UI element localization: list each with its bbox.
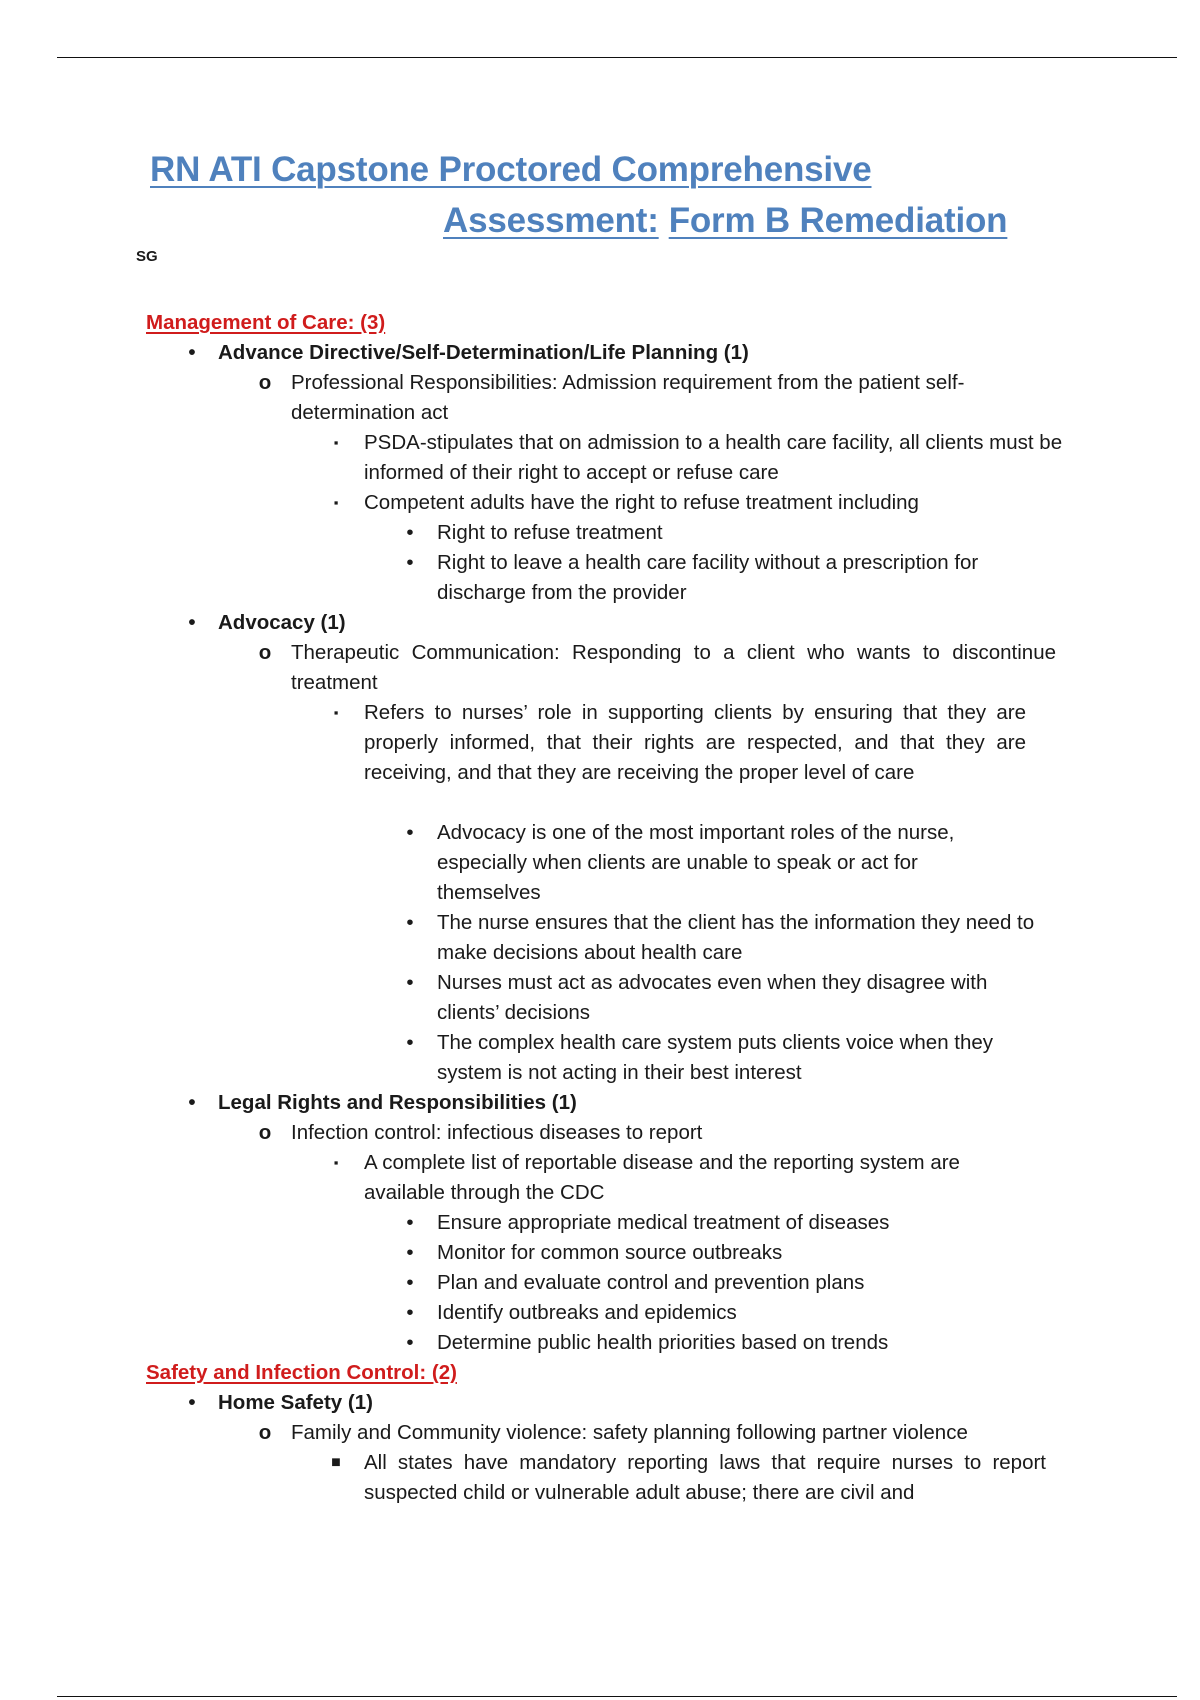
footer-rule	[57, 1696, 1177, 1697]
circle-marker: o	[258, 641, 272, 664]
bullet-advance-directive: • Advance Directive/Self-Determination/Life Planning (1)	[218, 338, 749, 368]
subbullet-professional-responsibilities: o Professional Responsibilities: Admission requirement from the patient self- determination act	[291, 368, 1061, 428]
bullet-marker: •	[406, 911, 414, 934]
bullet-marker: •	[406, 971, 414, 994]
bullet-marker: •	[406, 1031, 414, 1054]
detail-monitor-outbreaks: • Monitor for common source outbreaks	[437, 1238, 1077, 1268]
bullet-marker: •	[406, 1271, 414, 1294]
detail-complex-health-care: • The complex health care system puts clients voice when they system is not acting in their best interest	[437, 1028, 997, 1088]
document-title-line-1: RN ATI Capstone Proctored Comprehensive	[150, 150, 872, 189]
subbullet-infection-control: o Infection control: infectious diseases to report	[291, 1118, 1061, 1148]
detail-plan-evaluate: • Plan and evaluate control and prevention plans	[437, 1268, 1077, 1298]
circle-marker: o	[258, 1121, 272, 1144]
square-marker: ▪	[333, 705, 339, 720]
section-heading-safety-infection-control: Safety and Infection Control: (2)	[146, 1361, 457, 1384]
detail-right-to-refuse: • Right to refuse treatment	[437, 518, 1077, 548]
detail-client-information: • The nurse ensures that the client has the information they need to make decisions about health care	[437, 908, 1077, 968]
detail-ensure-treatment: • Ensure appropriate medical treatment of diseases	[437, 1208, 1077, 1238]
bullet-marker: •	[188, 1091, 196, 1114]
document-title-line-2	[443, 201, 1007, 241]
circle-marker: o	[258, 1421, 272, 1444]
square-marker: ▪	[333, 435, 339, 450]
bullet-marker: •	[406, 521, 414, 544]
solid-square-marker: ■	[331, 1454, 341, 1471]
bullet-marker: •	[406, 1211, 414, 1234]
bullet-marker: •	[406, 1301, 414, 1324]
subbullet-family-community-violence: o Family and Community violence: safety planning following partner violence	[291, 1418, 1061, 1448]
point-mandatory-reporting: ■ All states have mandatory reporting laws that require nurses to report suspected child or vulnerable adult abuse; there are civil and	[364, 1448, 1046, 1508]
bullet-marker: •	[406, 551, 414, 574]
point-competent-adults: ▪ Competent adults have the right to refuse treatment including	[364, 488, 1064, 518]
bullet-marker: •	[188, 341, 196, 364]
title-assessment: Assessment:	[443, 201, 659, 240]
header-rule	[57, 57, 1177, 58]
bullet-marker: •	[406, 1241, 414, 1264]
detail-identify-epidemics: • Identify outbreaks and epidemics	[437, 1298, 1077, 1328]
point-psda: ▪ PSDA-stipulates that on admission to a health care facility, all clients must be informed of their right to accept or refuse care	[364, 428, 1064, 488]
bullet-marker: •	[188, 611, 196, 634]
bullet-advocacy: • Advocacy (1)	[218, 608, 346, 638]
point-reportable-disease-list: ▪ A complete list of reportable disease and the reporting system are available through the CDC	[364, 1148, 994, 1208]
bullet-marker: •	[406, 821, 414, 844]
section-heading-management-of-care: Management of Care: (3)	[146, 311, 386, 334]
bullet-home-safety: • Home Safety (1)	[218, 1388, 373, 1418]
detail-right-to-leave: • Right to leave a health care facility without a prescription for discharge from the provider	[437, 548, 997, 608]
detail-public-health-priorities: • Determine public health priorities based on trends	[437, 1328, 1077, 1358]
detail-advocacy-important: • Advocacy is one of the most important roles of the nurse, especially when clients are unable to speak or act for themselves	[437, 818, 1017, 908]
bullet-marker: •	[406, 1331, 414, 1354]
square-marker: ▪	[333, 495, 339, 510]
author-initials: SG	[136, 248, 158, 265]
detail-act-when-disagree: • Nurses must act as advocates even when they disagree with clients’ decisions	[437, 968, 997, 1028]
subbullet-therapeutic-communication: o Therapeutic Communication: Responding to a client who wants to discontinue treatment	[291, 638, 1056, 698]
circle-marker: o	[258, 371, 272, 394]
bullet-marker: •	[188, 1391, 196, 1414]
point-advocacy-definition: ▪ Refers to nurses’ role in supporting clients by ensuring that they are properly informed, that their rights are respected, and that they are receiving, and that they are receiving the proper level of care	[364, 698, 1026, 788]
title-form-b: Form B Remediation	[668, 201, 1008, 240]
bullet-legal-rights: • Legal Rights and Responsibilities (1)	[218, 1088, 577, 1118]
square-marker: ▪	[333, 1155, 339, 1170]
